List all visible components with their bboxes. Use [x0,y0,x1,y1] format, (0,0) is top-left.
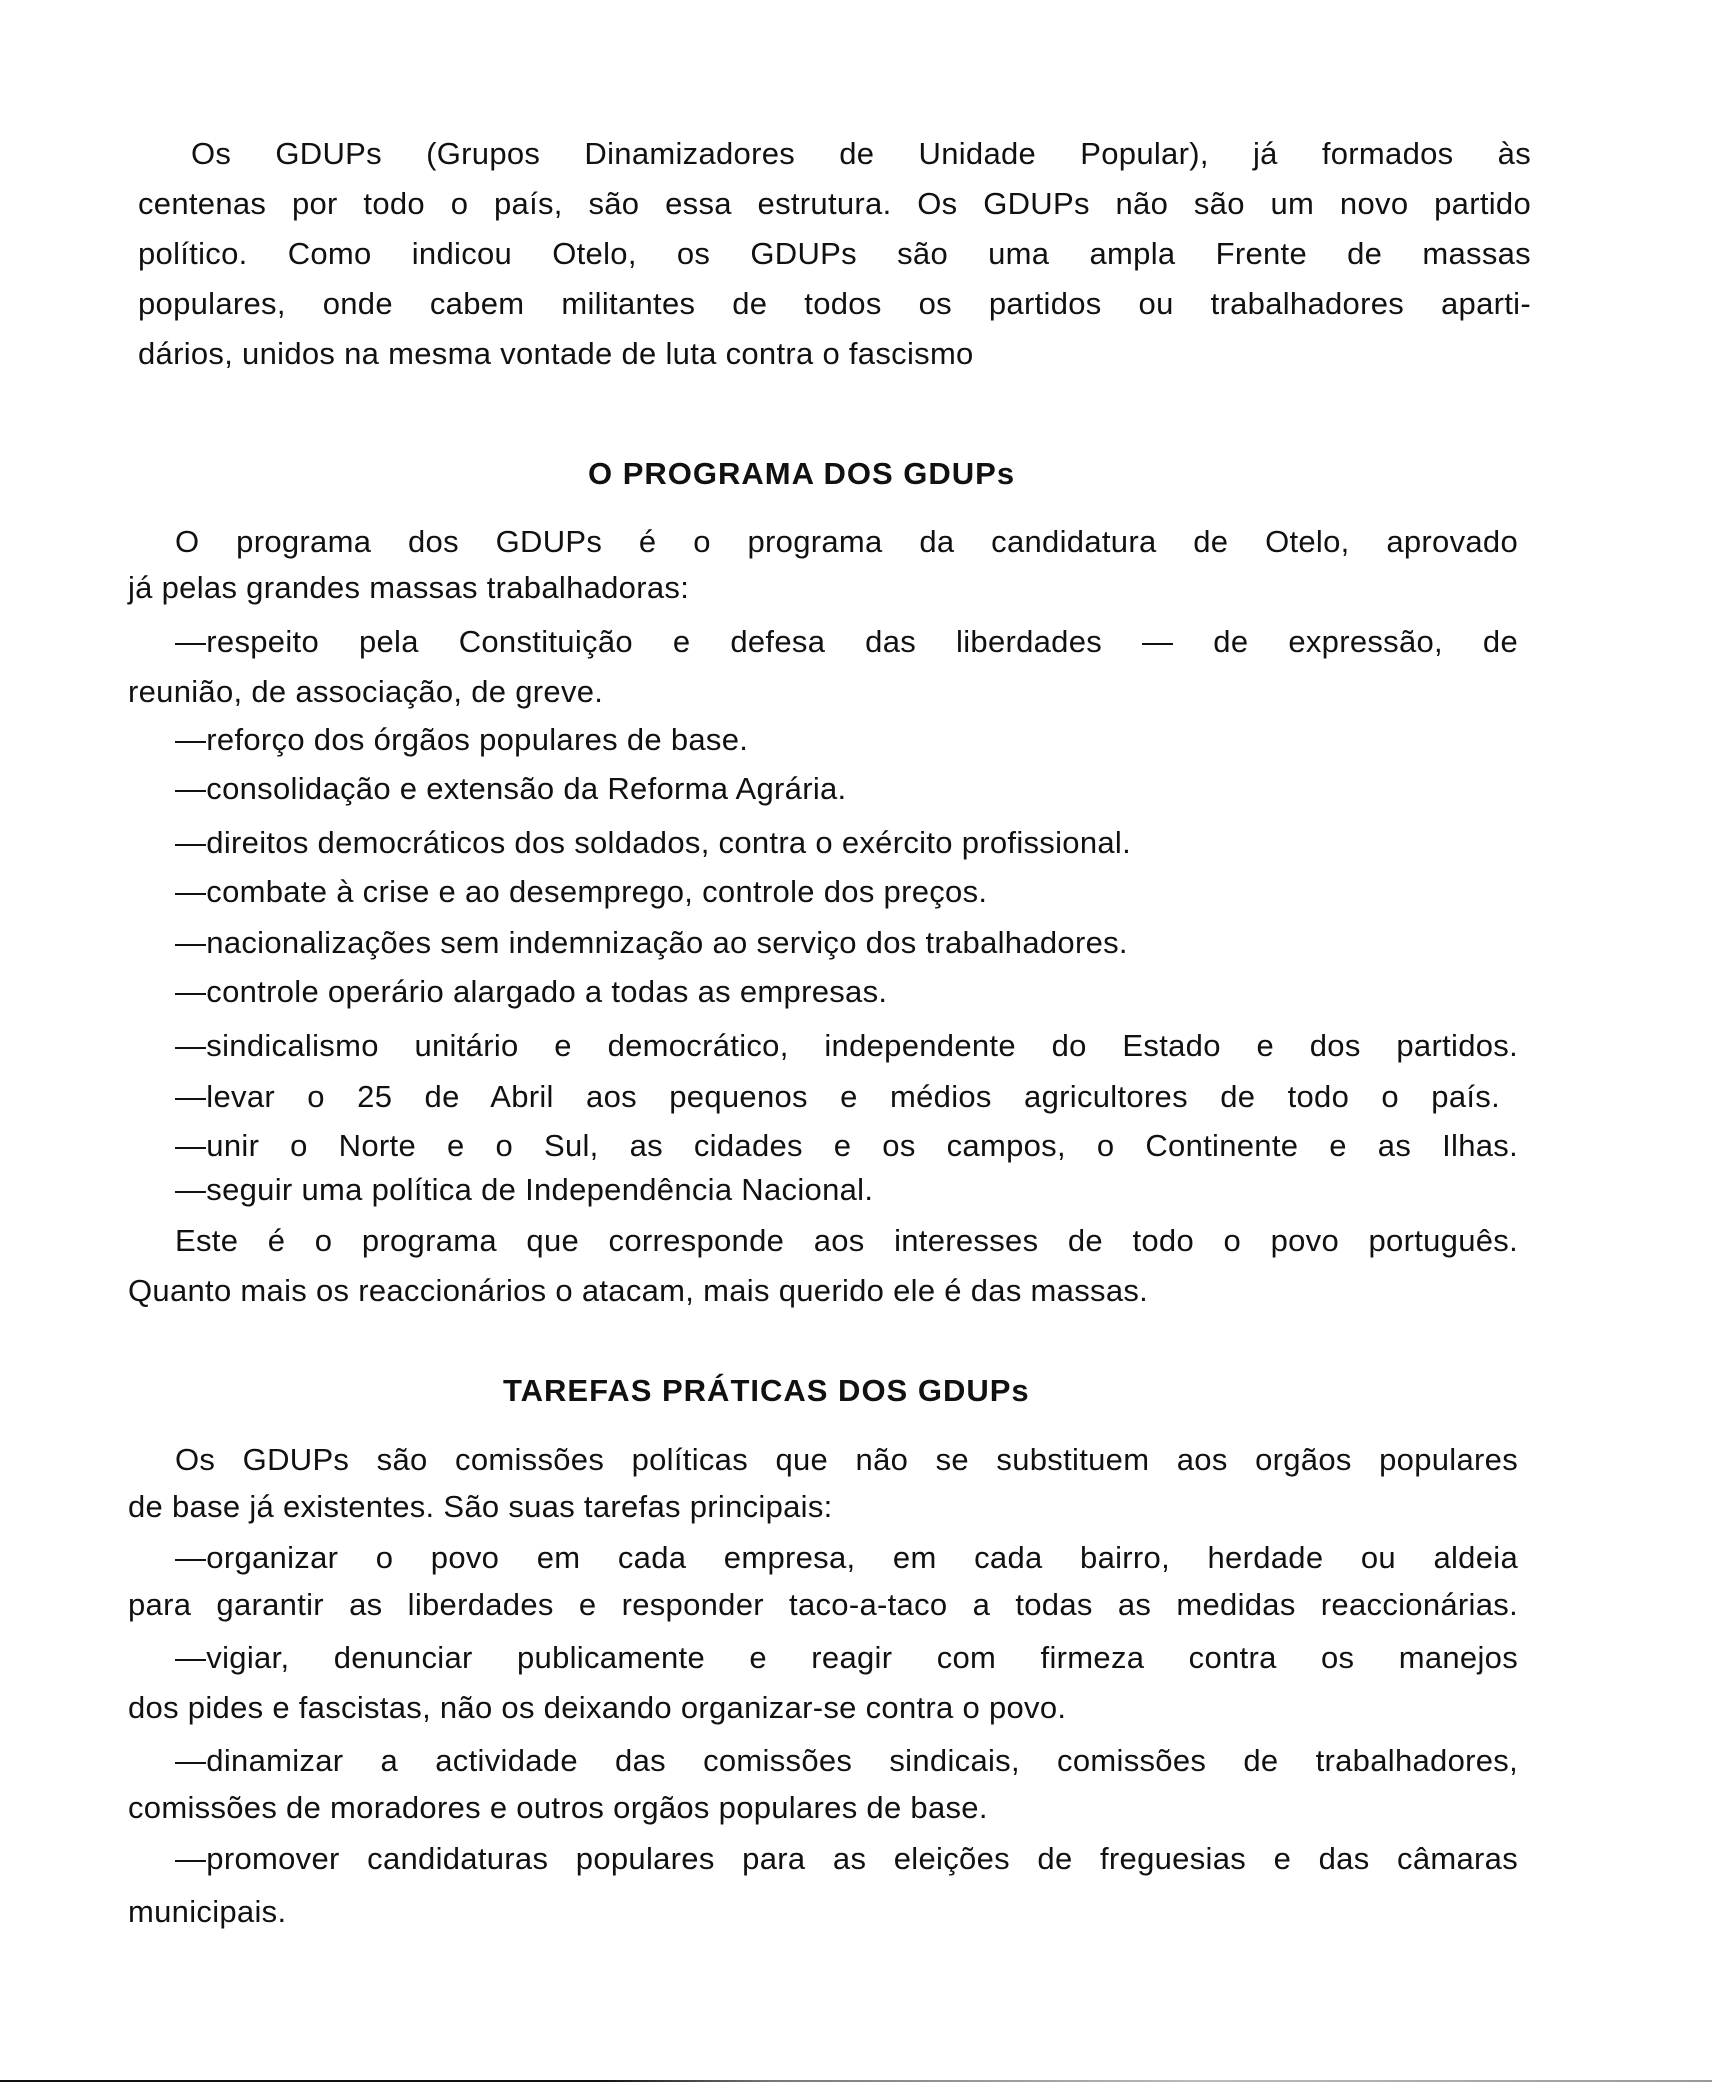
programa-text-line: Este é o programa que corresponde aos interesses de todo o povo português. [175,1223,1518,1258]
programa-text-line: —sindicalismo unitário e democrático, independente do Estado e dos partidos. [175,1028,1518,1063]
tarefas-text-line: municipais. [128,1894,287,1929]
tarefas-text-line: Os GDUPs são comissões políticas que não se substituem aos orgãos populares [175,1442,1518,1477]
tarefas-text-line: —dinamizar a actividade das comissões sindicais, comissões de trabalhadores, [175,1743,1518,1778]
intro-text-line: populares, onde cabem militantes de todos os partidos ou trabalhadores aparti- [138,286,1531,321]
programa-text-line: já pelas grandes massas trabalhadoras: [128,570,690,605]
programa-text-line: —nacionalizações sem indemnização ao serviço dos trabalhadores. [175,925,1128,960]
programa-text-line: —unir o Norte e o Sul, as cidades e os campos, o Continente e as Ilhas. [175,1128,1518,1163]
bottom-rule [0,2080,1712,2082]
programa-text-line: O programa dos GDUPs é o programa da candidatura de Otelo, aprovado [175,524,1518,559]
intro-text-line: Os GDUPs (Grupos Dinamizadores de Unidade Popular), já formados às [191,136,1531,171]
programa-text-line: —consolidação e extensão da Reforma Agrária. [175,771,847,806]
section-heading-tarefas: TAREFAS PRÁTICAS DOS GDUPs [503,1373,1030,1408]
intro-text-line: dários, unidos na mesma vontade de luta contra o fascismo [138,336,974,371]
tarefas-text-line: comissões de moradores e outros orgãos populares de base. [128,1790,988,1825]
tarefas-text-line: —promover candidaturas populares para as eleições de freguesias e das câmaras [175,1841,1518,1876]
programa-text-line: —respeito pela Constituição e defesa das liberdades — de expressão, de [175,624,1518,659]
section-heading-programa: O PROGRAMA DOS GDUPs [588,456,1016,491]
tarefas-text-line: —vigiar, denunciar publicamente e reagir com firmeza contra os manejos [175,1640,1518,1675]
programa-text-line: —controle operário alargado a todas as empresas. [175,974,888,1009]
tarefas-text-line: —organizar o povo em cada empresa, em cada bairro, herdade ou aldeia [175,1540,1518,1575]
tarefas-text-line: dos pides e fascistas, não os deixando organizar-se contra o povo. [128,1690,1067,1725]
programa-text-line: —reforço dos órgãos populares de base. [175,722,749,757]
programa-text-line: —seguir uma política de Independência Nacional. [175,1172,874,1207]
programa-text-line: —combate à crise e ao desemprego, controle dos preços. [175,874,988,909]
programa-text-line: —levar o 25 de Abril aos pequenos e médios agricultores de todo o país. [175,1079,1500,1114]
programa-text-line: Quanto mais os reaccionários o atacam, mais querido ele é das massas. [128,1273,1149,1308]
intro-text-line: centenas por todo o país, são essa estrutura. Os GDUPs não são um novo partido [138,186,1531,221]
programa-text-line: reunião, de associação, de greve. [128,674,604,709]
programa-text-line: —direitos democráticos dos soldados, contra o exército profissional. [175,825,1132,860]
tarefas-text-line: para garantir as liberdades e responder taco-a-taco a todas as medidas reaccionárias. [128,1587,1518,1622]
tarefas-text-line: de base já existentes. São suas tarefas principais: [128,1489,833,1524]
intro-text-line: político. Como indicou Otelo, os GDUPs são uma ampla Frente de massas [138,236,1531,271]
